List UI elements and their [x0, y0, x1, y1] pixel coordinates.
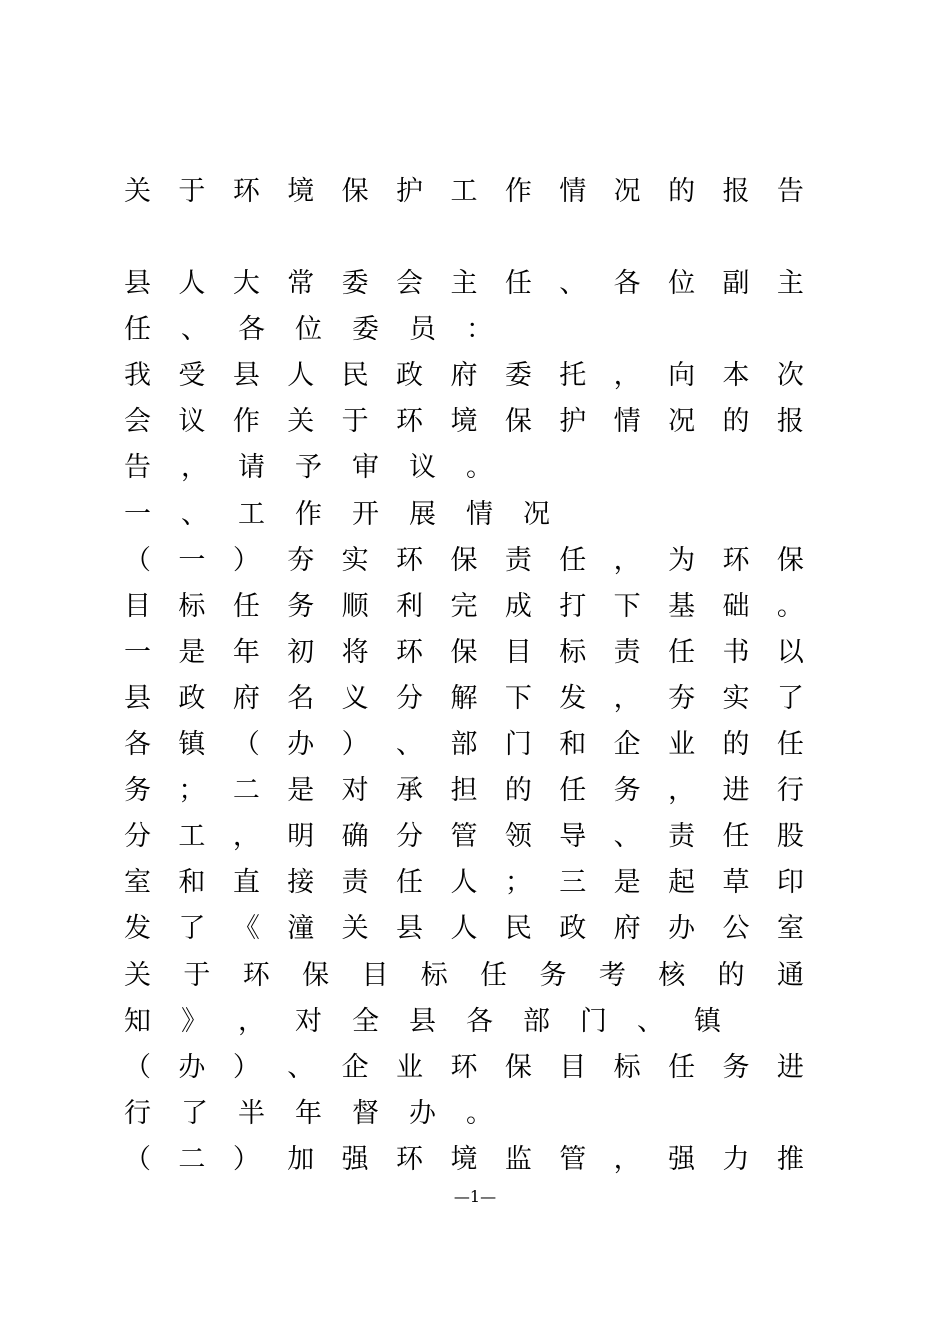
text-line: 务 ； 二 是 对 承 担 的 任 务 ， 进 行	[124, 775, 804, 806]
text-line: 室 和 直 接 责 任 人 ； 三 是 起 草 印	[124, 867, 804, 898]
text-line: 我 受 县 人 民 政 府 委 托 ， 向 本 次	[124, 360, 804, 391]
text-line: 目 标 任 务 顺 利 完 成 打 下 基 础 。	[124, 591, 804, 622]
text-line: （ 一 ） 夯 实 环 保 责 任 ， 为 环 保	[124, 545, 804, 576]
text-line: 任 、 各 位 委 员 ：	[124, 314, 493, 345]
text-line: （ 二 ） 加 强 环 境 监 管 ， 强 力 推	[124, 1144, 804, 1175]
text-line: 各 镇 （ 办 ） 、 部 门 和 企 业 的 任	[124, 729, 804, 760]
page-number: —1—	[453, 1187, 497, 1206]
text-line: 发 了 《 潼 关 县 人 民 政 府 办 公 室	[124, 913, 804, 944]
text-line: 一 、 工 作 开 展 情 况	[124, 499, 550, 530]
text-line: 关 于 环 保 目 标 任 务 考 核 的 通	[124, 960, 804, 991]
text-line: 告 ， 请 予 审 议 。	[124, 452, 493, 483]
text-line: 一 是 年 初 将 环 保 目 标 责 任 书 以	[124, 637, 804, 668]
text-line: 县 人 大 常 委 会 主 任 、 各 位 副 主	[124, 268, 804, 299]
text-line: 县 政 府 名 义 分 解 下 发 ， 夯 实 了	[124, 683, 804, 714]
text-line: （ 办 ） 、 企 业 环 保 目 标 任 务 进	[124, 1052, 804, 1083]
text-line: 知 》 ， 对 全 县 各 部 门 、 镇	[124, 1006, 721, 1037]
text-line: 分 工 ， 明 确 分 管 领 导 、 责 任 股	[124, 821, 804, 852]
document-title: 关 于 环 境 保 护 工 作 情 况 的 报 告	[124, 176, 804, 207]
text-line: 行 了 半 年 督 办 。	[124, 1098, 493, 1129]
text-line: 会 议 作 关 于 环 境 保 护 情 况 的 报	[124, 406, 804, 437]
